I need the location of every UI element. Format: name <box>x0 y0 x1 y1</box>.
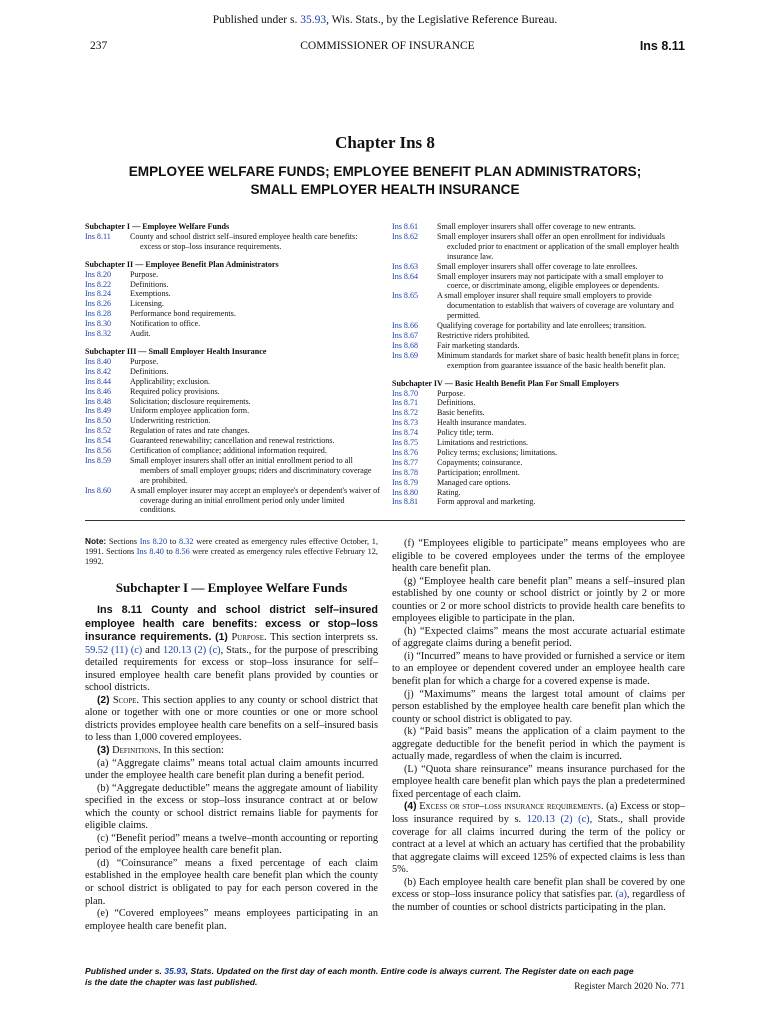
toc-entry-number[interactable]: Ins 8.11 <box>85 231 111 241</box>
toc-entry-number[interactable]: Ins 8.54 <box>85 436 112 446</box>
toc-entry[interactable] <box>85 270 380 280</box>
toc-entry-number[interactable]: Ins 8.50 <box>85 416 112 426</box>
publication-notice: Published under s. 35.93, Wis. Stats., by the Legislative Reference Bureau. <box>212 14 558 26</box>
toc-entry-number[interactable]: Ins 8.67 <box>392 330 419 340</box>
toc-entry-title: Guaranteed renewability; cancellation and renewal restrictions. <box>130 436 335 446</box>
toc-entry[interactable] <box>85 406 380 416</box>
toc-spacer <box>392 371 687 379</box>
toc-entry-number[interactable]: Ins 8.75 <box>392 438 419 448</box>
toc-entry-title: Small employer insurers shall offer an initial enrollment period to all members of small employer groups; riders and discriminatory coverage are prohibited. <box>130 455 372 485</box>
toc-right-column <box>392 222 687 507</box>
toc-subchapter-heading: Subchapter III — Small Employer Health Insurance <box>85 346 267 356</box>
toc-entry[interactable] <box>392 478 687 488</box>
toc-entry-number[interactable]: Ins 8.24 <box>85 289 112 299</box>
toc-entry-number[interactable]: Ins 8.56 <box>85 446 112 456</box>
definition-paragraph: (f) “Employees eligible to participate” means employees who are eligible to be covered employees under the terms of the employee health care benefit plan. <box>392 538 685 575</box>
section-code: Ins 8.11 <box>639 39 685 53</box>
toc-entry-number[interactable]: Ins 8.28 <box>85 309 112 319</box>
toc-entry-title: Uniform employee application form. <box>130 406 250 416</box>
toc-entry-title: Limitations and restrictions. <box>437 438 529 448</box>
toc-entry-title: Participation; enrollment. <box>437 467 520 477</box>
toc-entry[interactable] <box>392 262 687 272</box>
toc-entry[interactable] <box>85 377 380 387</box>
toc-entry-number[interactable]: Ins 8.74 <box>392 428 419 438</box>
toc-entry[interactable] <box>392 408 687 418</box>
toc-entry-number[interactable]: Ins 8.70 <box>392 388 419 398</box>
toc-entry-title: Rating. <box>437 487 461 497</box>
toc-entry-title: Definitions. <box>437 398 476 408</box>
toc-entry-number[interactable]: Ins 8.22 <box>85 279 112 289</box>
note-link[interactable]: 8.56 <box>175 547 190 557</box>
toc-entry[interactable] <box>392 331 687 341</box>
statute-link[interactable]: 59.52 (11) (c) <box>85 644 143 656</box>
register-date: Register March 2020 No. 771 <box>574 982 685 992</box>
toc-entry-number[interactable]: Ins 8.44 <box>85 376 112 386</box>
toc-entry-number[interactable]: Ins 8.62 <box>392 231 419 241</box>
toc-entry-number[interactable]: Ins 8.73 <box>392 418 419 428</box>
toc-entry-title: Performance bond requirements. <box>130 309 236 319</box>
toc-entry[interactable] <box>85 299 380 309</box>
definition-paragraph: (c) “Benefit period” means a twelve–month accounting or reporting period of the employee health care benefit plan. <box>85 832 378 857</box>
toc-entry[interactable] <box>392 418 687 428</box>
toc-entry-number[interactable]: Ins 8.52 <box>85 426 112 436</box>
definition-paragraph: (b) “Aggregate deductible” means the aggregate amount of liability specified in the excess or stop–loss insurance contract at or below which the county or school district remains liable for payments for eligible claims. <box>85 782 378 832</box>
definition-paragraph: (a) “Aggregate claims” means total actual claim amounts incurred under the employee health care benefit plan during a benefit period. <box>85 757 378 782</box>
toc-entry-title: Health insurance mandates. <box>437 418 527 428</box>
toc-entry-number[interactable]: Ins 8.64 <box>392 271 419 281</box>
page-number: 237 <box>90 40 108 52</box>
chapter-subject-line-2: SMALL EMPLOYER HEALTH INSURANCE <box>250 182 520 197</box>
toc-entry-number[interactable]: Ins 8.40 <box>85 356 112 366</box>
toc-entry[interactable] <box>392 232 687 262</box>
toc-entry[interactable] <box>392 398 687 408</box>
toc-entry-number[interactable]: Ins 8.59 <box>85 455 112 465</box>
toc-entry-title: Small employer insurers shall offer coverage to late enrollees. <box>437 261 638 271</box>
toc-entry[interactable] <box>85 456 380 486</box>
toc-spacer <box>85 339 380 347</box>
toc-entry-title: Small employer insurers may not participate with a small employer to coerce, or discriminate among, eligible employees or dependents. <box>437 271 664 291</box>
toc-entry[interactable] <box>392 222 687 232</box>
definition-paragraph: (h) “Expected claims” means the most accurate actuarial estimate of aggregate claims during a benefit period. <box>392 625 685 650</box>
definition-paragraph: (d) “Coinsurance” means a fixed percentage of each claim established in the employee health care benefit plan which the county or school district is obligated to pay for each person covered in the plan. <box>85 857 378 907</box>
toc-entry[interactable] <box>392 291 687 321</box>
toc-entry[interactable] <box>85 232 380 252</box>
toc-entry-number[interactable]: Ins 8.80 <box>392 487 419 497</box>
toc-entry[interactable] <box>392 438 687 448</box>
toc-entry-number[interactable]: Ins 8.69 <box>392 350 419 360</box>
toc-entry-title: A small employer insurer may accept an employee's or dependent's waiver of coverage during an initial enrollment period only under limited conditions. <box>130 485 380 515</box>
toc-subchapter-heading: Subchapter II — Employee Benefit Plan Administrators <box>85 259 279 269</box>
toc-entry-title: A small employer insurer shall require small employers to provide documentation to establish that waivers of coverage are voluntary and permitted. <box>437 291 674 321</box>
toc-entry-number[interactable]: Ins 8.78 <box>392 467 419 477</box>
toc-entry-number[interactable]: Ins 8.61 <box>392 222 419 231</box>
definition-paragraph: (g) “Employee health care benefit plan” means a self–insured plan established by one county or school district or jointly by 2 or more counties or 2 or more school districts to provide health care benefits to employees eligible to participate in the plan. <box>392 575 685 625</box>
toc-entry-title: Solicitation; disclosure requirements. <box>130 396 251 406</box>
statute-link[interactable]: 35.93 <box>164 966 186 976</box>
body-right-column: (f) “Employees eligible to participate” means employees who are eligible to be covered employees under the terms of the employee health care benefit plan. (g) “Employee health care benefit plan” means a self–insured plan established by one county or school district or jointly by 2 or more counties or 2 or more school districts to provide health care benefits to employees eligible to participate in the plan. (h) “Expected claims” means the most accurate actuarial estimate of aggregate claims during a benefit period. (i) “Incurred” means to have provided or furnished a service or item to an employee or dependent covered under an employee health care benefit plan for which a charge for a covered expense is made. (j) “Maximums” means the largest total amount of claims per person established by the employee health care benefit plan which the county or school district is obligated to pay. (k) “Paid basis” means the application of a claim payment to the aggregate deductible for the benefit period in which the payment is actually made, regardless of when the claim is incurred. (L) “Quota share reinsurance” means insurance purchased for the employee health care benefit plan which pays the plan a predetermined fixed percentage of each claim. (4) Excess or stop–loss insurance requirements. (a) Excess or stop–loss insurance required by s. 120.13 (2) (c), Stats., shall provide coverage for all claims incurred during the term of the policy or contract at a level at which an actuary has certified that the probability that aggregate claims will exceed 125% of expected claims is less than 5%. (b) Each employee health care benefit plan shall be covered by one excess or stop–loss insurance policy that satisfies par. (a), regardless of the number of counties or school districts participating in the plan. <box>392 538 685 913</box>
toc-entry[interactable] <box>85 367 380 377</box>
toc-spacer <box>85 252 380 260</box>
toc-entry-title: Definitions. <box>130 366 169 376</box>
toc-entry-number[interactable]: Ins 8.77 <box>392 457 419 467</box>
history-note: Note: Sections Ins 8.20 to 8.32 were created as emergency rules effective October, 1, 1991. Sections Ins 8.40 to 8.56 were created as emergency rules effective February 12, 1992. <box>85 536 379 567</box>
toc-entry-number[interactable]: Ins 8.76 <box>392 447 419 457</box>
toc-entry-title: Definitions. <box>130 279 169 289</box>
definitions-list <box>392 538 685 801</box>
toc-entry[interactable] <box>85 329 380 339</box>
toc-entry[interactable] <box>392 341 687 351</box>
toc-entry-number[interactable]: Ins 8.66 <box>392 321 419 331</box>
toc-entry[interactable] <box>85 426 380 436</box>
toc-entry[interactable] <box>85 357 380 367</box>
toc-entry[interactable] <box>85 387 380 397</box>
toc-entry-number[interactable]: Ins 8.79 <box>392 477 419 487</box>
chapter-subject-line-1: EMPLOYEE WELFARE FUNDS; EMPLOYEE BENEFIT PLAN ADMINISTRATORS; <box>128 164 642 179</box>
toc-entry-title: Regulation of rates and rate changes. <box>130 426 250 436</box>
subchapter-heading: Subchapter I — Employee Welfare Funds <box>115 580 348 595</box>
toc-entry-title: Form approval and marketing. <box>437 497 536 507</box>
section-heading: Ins 8.11 County and school district self–insured employee health care benefits: excess or stop–loss insurance requirements. <box>85 604 378 644</box>
toc-entry-number[interactable]: Ins 8.20 <box>85 269 112 279</box>
toc-entry[interactable] <box>392 389 687 399</box>
toc-entry[interactable] <box>392 428 687 438</box>
toc-entry-number[interactable]: Ins 8.32 <box>85 329 112 339</box>
toc-entry[interactable] <box>392 497 687 507</box>
toc-entry-title: Minimum standards for market share of basic health benefit plans in force; exemption from guarantee issuance of the basic health benefit plan. <box>437 350 680 370</box>
toc-entry[interactable] <box>392 272 687 292</box>
definition-paragraph: (j) “Maximums” means the largest total amount of claims per person established by the employee health care benefit plan which the county or school district is obligated to pay. <box>392 688 685 725</box>
note-link[interactable]: Ins 8.20 <box>139 537 168 546</box>
toc-entry-title: Underwriting restriction. <box>130 416 211 426</box>
divider <box>85 520 685 521</box>
chapter-subject <box>60 163 710 199</box>
toc-entry[interactable] <box>85 397 380 407</box>
toc-entry-title: Notification to office. <box>130 319 201 329</box>
toc-entry[interactable] <box>392 468 687 478</box>
toc-entry-title: Required policy provisions. <box>130 386 220 396</box>
toc-entry[interactable] <box>85 289 380 299</box>
definition-paragraph: (k) “Paid basis” means the application of a claim payment to the aggregate deductible for the benefit period in which the payment is actually made, regardless of when the claim is incurred. <box>392 726 685 763</box>
toc-entry-title: Applicability; exclusion. <box>130 376 211 386</box>
toc-entry-title: Basic benefits. <box>437 408 485 418</box>
footer-notice: Published under s. 35.93, Stats. Updated on the first day of each month. Entire code is always current. The Register date on each page is the date the chapter was last published. <box>85 966 634 987</box>
toc-entry-number[interactable]: Ins 8.71 <box>392 398 419 408</box>
toc-entry[interactable] <box>85 309 380 319</box>
toc-entry-title: County and school district self–insured employee health care benefits: excess or stop–loss insurance requirements. <box>130 231 358 251</box>
toc-entry-title: Qualifying coverage for portability and late enrollees; transition. <box>437 321 647 331</box>
toc-entry-title: Certification of compliance; additional information required. <box>130 446 327 456</box>
toc-entry-number[interactable]: Ins 8.65 <box>392 291 419 301</box>
body-left-column: Ins 8.11 County and school district self–insured employee health care benefits: excess or stop–loss insurance requirements. (1) Purpose. This section interprets ss. 59.52 (11) (c) and 120.13 (2) (c), Stats., for the purpose of prescribing detailed requirements for excess or stop–loss insurance for self–insured employee health care benefit plans provided by counties or school districts. (2) Scope. This section applies to any county or school district that alone or together with one or more counties or one or more school districts provides employee health care benefits on a self–insured basis to less than 1,000 covered employees. (3) Definitions. In this section: (a) “Aggregate claims” means total actual claim amounts incurred under the employee health care benefit plan during a benefit period. (b) “Aggregate deductible” means the aggregate amount of liability specified in the excess or stop–loss insurance contract at or below which the county or school district remains liable for payments for eligible claims. (c) “Benefit period” means a twelve–month accounting or reporting period of the employee health care benefit plan. (d) “Coinsurance” means a fixed percentage of each claim established in the employee health care benefit plan which the county or school district is obligated to pay for each person covered in the plan. (e) “Covered employees” means employees participating in an employee health care benefit plan. <box>85 604 379 932</box>
toc-entry[interactable] <box>392 321 687 331</box>
toc-entry-number[interactable]: Ins 8.63 <box>392 261 419 271</box>
definition-paragraph: (L) “Quota share reinsurance” means insurance purchased for the employee health care benefit plan which pays the plan a predetermined fixed percentage of each claim. <box>392 763 685 800</box>
definition-paragraph: (e) “Covered employees” means employees participating in an employee health care benefit plan. <box>85 908 378 932</box>
toc-entry-title: Policy title; term. <box>437 428 494 438</box>
toc-entry-title: Exemptions. <box>130 289 171 299</box>
toc-entry-number[interactable]: Ins 8.81 <box>392 497 419 507</box>
statute-link[interactable]: 35.93 <box>300 14 327 26</box>
toc-left-column <box>85 222 380 515</box>
toc-entry-number[interactable]: Ins 8.46 <box>85 386 112 396</box>
toc-entry-title: Copayments; coinsurance. <box>437 457 523 467</box>
toc-entry-number[interactable]: Ins 8.30 <box>85 319 112 329</box>
toc-entry-title: Purpose. <box>130 356 159 366</box>
toc-subchapter-heading: Subchapter IV — Basic Health Benefit Plan For Small Employers <box>392 378 619 388</box>
statute-link[interactable]: 120.13 (2) (c) <box>526 814 590 826</box>
toc-entry-number[interactable]: Ins 8.49 <box>85 406 112 416</box>
toc-entry[interactable] <box>85 280 380 290</box>
toc-entry[interactable] <box>392 458 687 468</box>
toc-entry[interactable] <box>85 436 380 446</box>
paragraph-link[interactable]: (a) <box>615 889 627 901</box>
toc-entry-title: Audit. <box>130 329 151 339</box>
toc-entry-number[interactable]: Ins 8.48 <box>85 396 112 406</box>
toc-entry[interactable] <box>85 446 380 456</box>
toc-entry-title: Small employer insurers shall offer an open enrollment for individuals excluded prior to enactment or application of the small employer health insurance law. <box>437 231 679 261</box>
toc-entry-number[interactable]: Ins 8.72 <box>392 408 419 418</box>
running-title: COMMISSIONER OF INSURANCE <box>300 40 475 52</box>
toc-entry[interactable] <box>392 351 687 371</box>
toc-entry-title: Policy terms; exclusions; limitations. <box>437 447 558 457</box>
toc-entry[interactable] <box>85 416 380 426</box>
toc-entry-title: Purpose. <box>437 388 466 398</box>
toc-entry-title: Managed care options. <box>437 477 511 487</box>
chapter-title: Chapter Ins 8 <box>335 133 435 152</box>
toc-entry-title: Restrictive riders prohibited. <box>437 330 530 340</box>
note-link[interactable]: Ins 8.40 <box>136 547 164 557</box>
toc-entry-number[interactable]: Ins 8.68 <box>392 340 419 350</box>
toc-entry-title: Fair marketing standards. <box>437 340 520 350</box>
note-link[interactable]: 8.32 <box>178 537 194 546</box>
toc-entry[interactable] <box>392 488 687 498</box>
definitions-list <box>85 758 378 934</box>
toc-entry-number[interactable]: Ins 8.42 <box>85 366 112 376</box>
toc-entry[interactable] <box>85 486 380 516</box>
statute-link[interactable]: 120.13 (2) (c) <box>162 644 221 656</box>
toc-entry[interactable] <box>392 448 687 458</box>
toc-entry-number[interactable]: Ins 8.26 <box>85 299 112 309</box>
toc-entry[interactable] <box>85 319 380 329</box>
definition-paragraph: (i) “Incurred” means to have provided or furnished a service or item to an employee or dependent covered under an employee health care benefit plan for which a charge for a covered expense is made. <box>392 650 685 688</box>
toc-entry-number[interactable]: Ins 8.60 <box>85 485 112 495</box>
toc-entry-title: Purpose. <box>130 269 159 279</box>
toc-subchapter-heading: Subchapter I — Employee Welfare Funds <box>85 222 230 231</box>
toc-entry-title: Small employer insurers shall offer coverage to new entrants. <box>437 222 636 231</box>
toc-entry-title: Licensing. <box>130 299 164 309</box>
